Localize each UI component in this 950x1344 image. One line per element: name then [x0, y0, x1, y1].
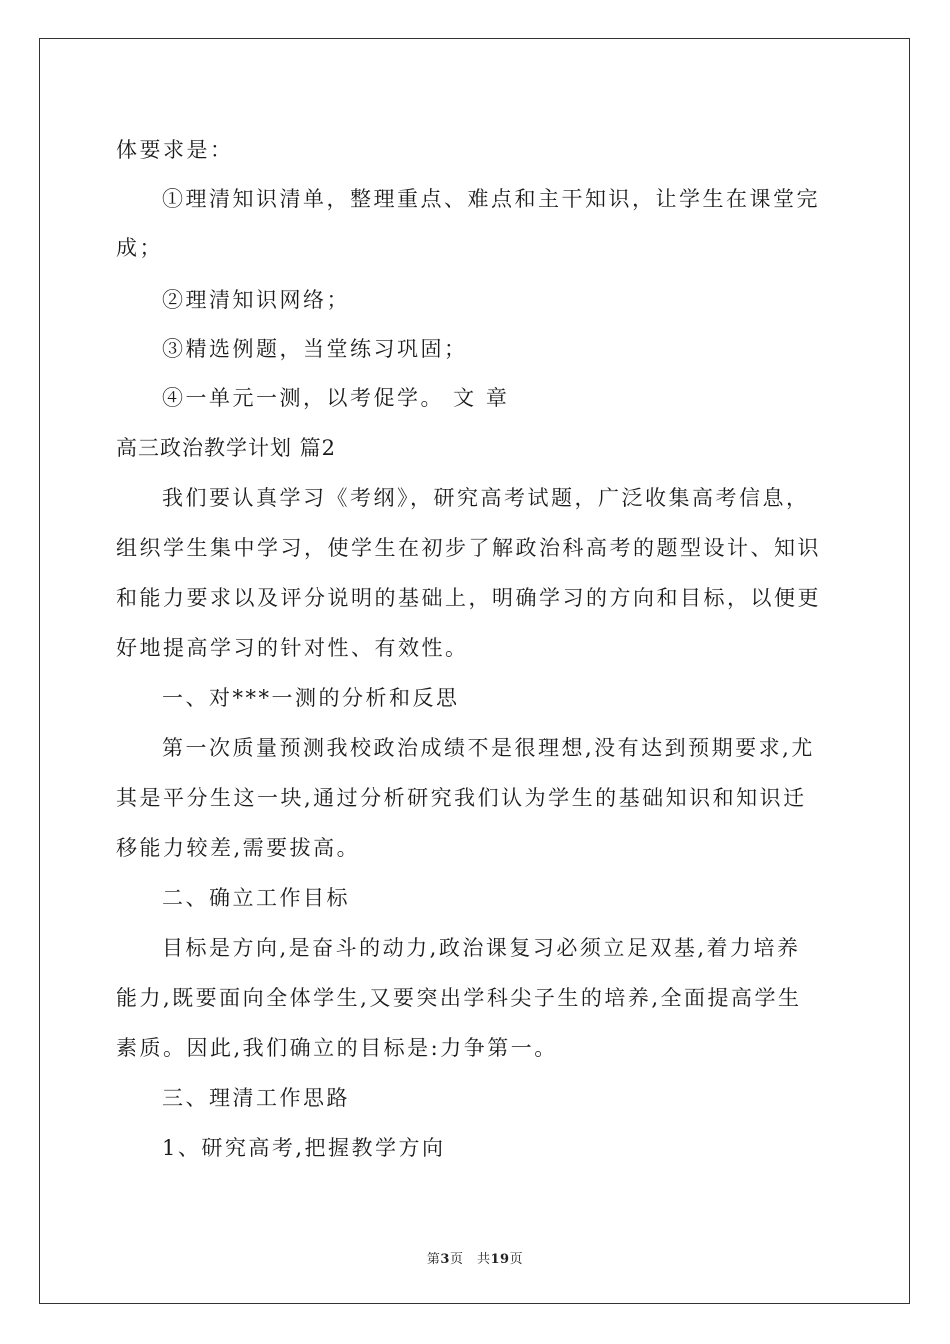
text-line: 组织学生集中学习，使学生在初步了解政治科高考的题型设计、知识	[116, 536, 821, 560]
footer-page-number: 3	[440, 1252, 450, 1267]
text-line: 第一次质量预测我校政治成绩不是很理想,没有达到预期要求,尤	[162, 736, 815, 760]
text-line: ④一单元一测，以考促学。 文 章	[162, 386, 510, 410]
subheading: 一、对***一测的分析和反思	[162, 686, 460, 710]
text-line: 移能力较差,需要拔高。	[116, 836, 361, 860]
text-line: 素质。因此,我们确立的目标是:力争第一。	[116, 1036, 558, 1060]
footer-middle: 页 共	[449, 1252, 491, 1267]
text-line: ①理清知识清单，整理重点、难点和主干知识，让学生在课堂完	[162, 187, 820, 211]
footer-suffix: 页	[509, 1252, 524, 1267]
text-line: 目标是方向,是奋斗的动力,政治课复习必须立足双基,着力培养	[162, 936, 801, 960]
text-line: 能力,既要面向全体学生,又要突出学科尖子生的培养,全面提高学生	[116, 986, 802, 1010]
subheading: 二、确立工作目标	[162, 886, 350, 910]
text-line: 我们要认真学习《考纲》，研究高考试题，广泛收集高考信息，	[162, 486, 810, 510]
text-line: 和能力要求以及评分说明的基础上，明确学习的方向和目标，以便更	[116, 586, 821, 610]
subheading: 三、理清工作思路	[162, 1086, 350, 1110]
page-footer	[0, 1248, 950, 1267]
text-line: 成；	[116, 236, 163, 260]
text-line: 好地提高学习的针对性、有效性。	[116, 636, 469, 660]
text-line: 其是平分生这一块,通过分析研究我们认为学生的基础知识和知识迁	[116, 786, 807, 810]
text-line: ②理清知识网络；	[162, 288, 350, 312]
page-border	[39, 38, 910, 1304]
footer-total-pages: 19	[490, 1252, 510, 1267]
text-line: 体要求是：	[116, 138, 234, 162]
section-heading: 高三政治教学计划 篇2	[116, 436, 337, 460]
text-line: 1、研究高考,把握教学方向	[162, 1136, 446, 1160]
footer-prefix: 第	[426, 1252, 441, 1267]
text-line: ③精选例题，当堂练习巩固；	[162, 337, 468, 361]
